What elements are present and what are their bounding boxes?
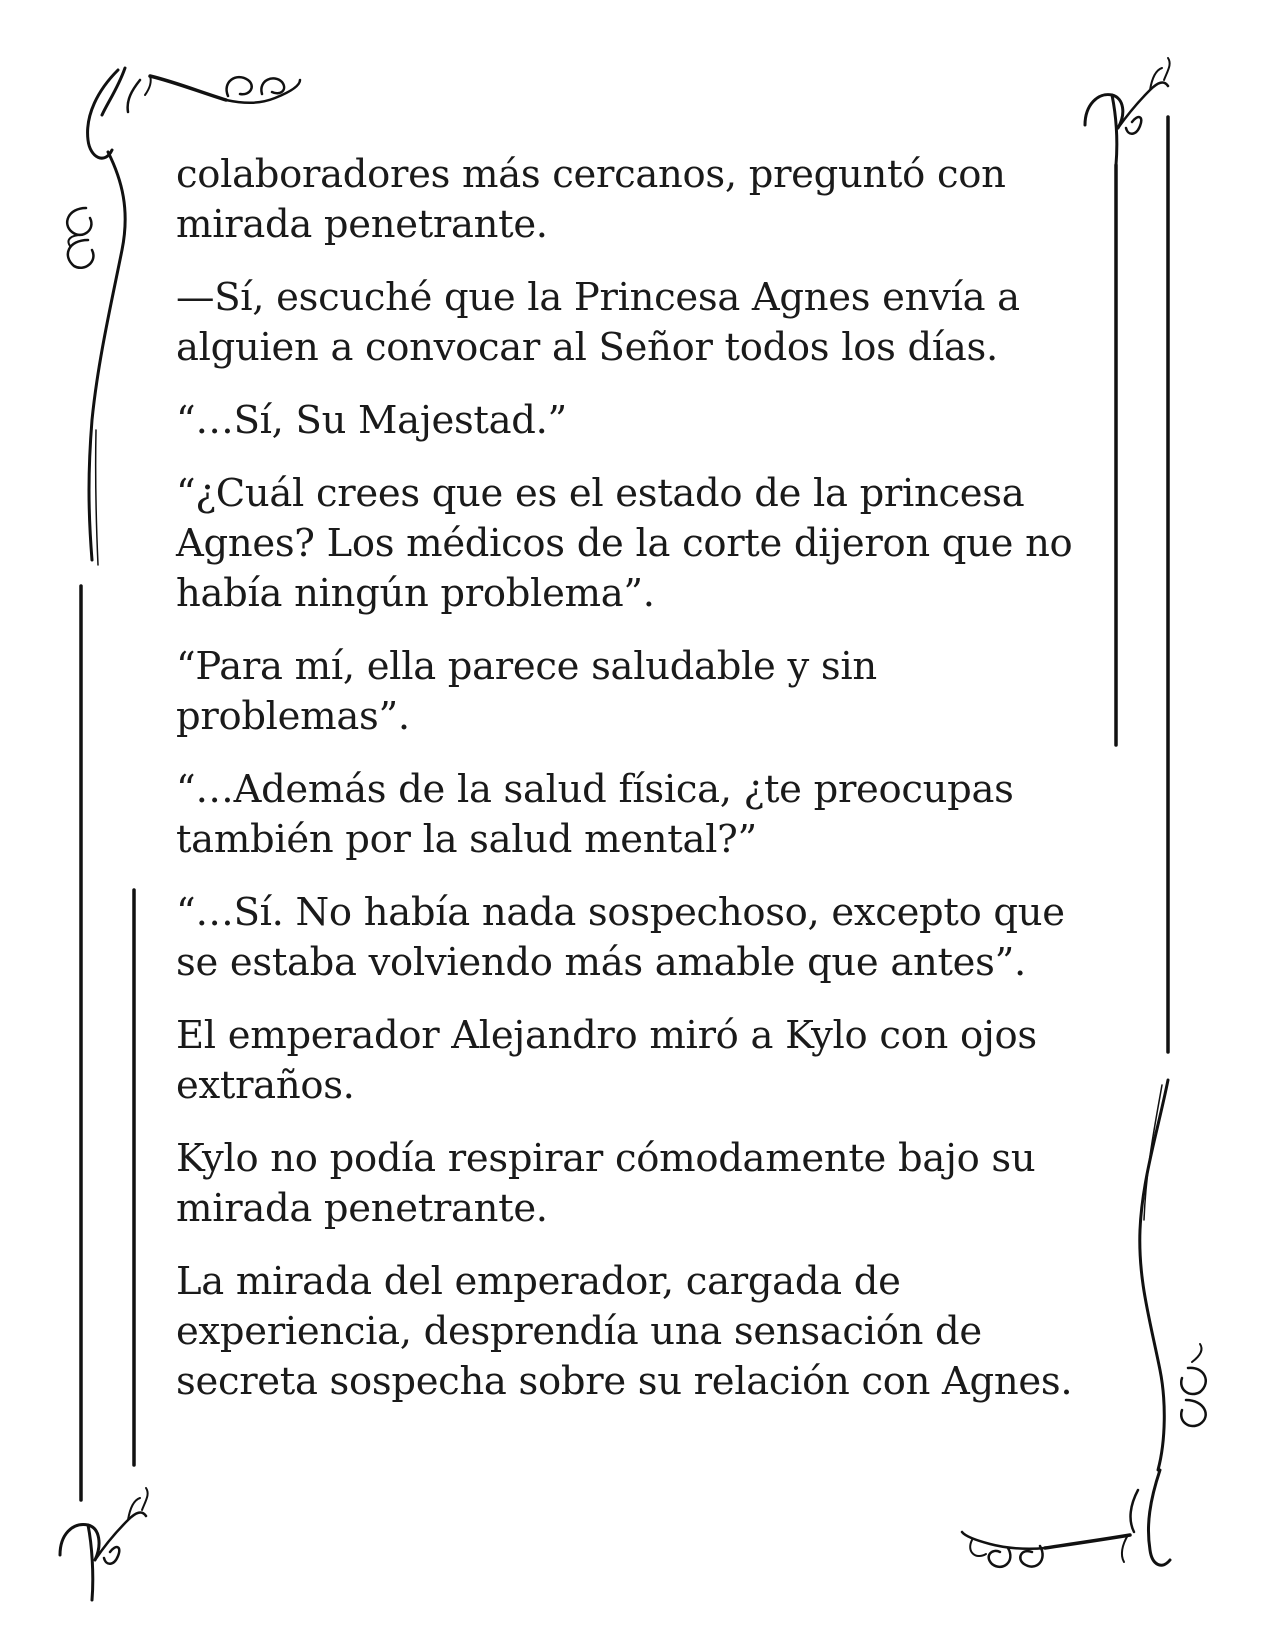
bottom-left-flourish-icon bbox=[60, 1488, 148, 1600]
paragraph bbox=[176, 1011, 1076, 1111]
text-line: secreta sospecha sobre su relación con Agnes. bbox=[176, 1359, 1073, 1404]
paragraph bbox=[176, 469, 1076, 619]
top-right-flourish-icon bbox=[1085, 58, 1170, 165]
text-line: problemas”. bbox=[176, 694, 410, 739]
text-line: Agnes? Los médicos de la corte dijeron que no bbox=[176, 521, 1073, 566]
text-line: La mirada del emperador, cargada de bbox=[176, 1259, 901, 1304]
text-line: había ningún problema”. bbox=[176, 571, 655, 616]
text-line: “Para mí, ella parece saludable y sin bbox=[176, 644, 877, 689]
paragraph bbox=[176, 150, 1076, 250]
text-line: mirada penetrante. bbox=[176, 1186, 548, 1231]
text-line: también por la salud mental?” bbox=[176, 817, 757, 862]
paragraph bbox=[176, 396, 1076, 446]
text-line: colaboradores más cercanos, preguntó con bbox=[176, 152, 1006, 197]
paragraph bbox=[176, 765, 1076, 865]
text-line: “…Sí. No había nada sospechoso, excepto que bbox=[176, 890, 1065, 935]
text-line: “…Además de la salud física, ¿te preocupas bbox=[176, 767, 1014, 812]
text-line: experiencia, desprendía una sensación de bbox=[176, 1309, 982, 1354]
text-line: se estaba volviendo más amable que antes”. bbox=[176, 940, 1026, 985]
page-body bbox=[176, 150, 1076, 1430]
text-line: Kylo no podía respirar cómodamente bajo su bbox=[176, 1136, 1036, 1181]
text-line: mirada penetrante. bbox=[176, 202, 548, 247]
paragraph bbox=[176, 642, 1076, 742]
paragraph bbox=[176, 1257, 1076, 1407]
text-line: alguien a convocar al Señor todos los días. bbox=[176, 325, 998, 370]
text-line: “¿Cuál crees que es el estado de la princesa bbox=[176, 471, 1025, 516]
text-line: El emperador Alejandro miró a Kylo con ojos bbox=[176, 1013, 1037, 1058]
text-line: extraños. bbox=[176, 1063, 355, 1108]
paragraph bbox=[176, 273, 1076, 373]
text-line: “…Sí, Su Majestad.” bbox=[176, 398, 567, 443]
text-line: —Sí, escuché que la Princesa Agnes envía a bbox=[176, 275, 1020, 320]
paragraph bbox=[176, 1134, 1076, 1234]
paragraph bbox=[176, 888, 1076, 988]
